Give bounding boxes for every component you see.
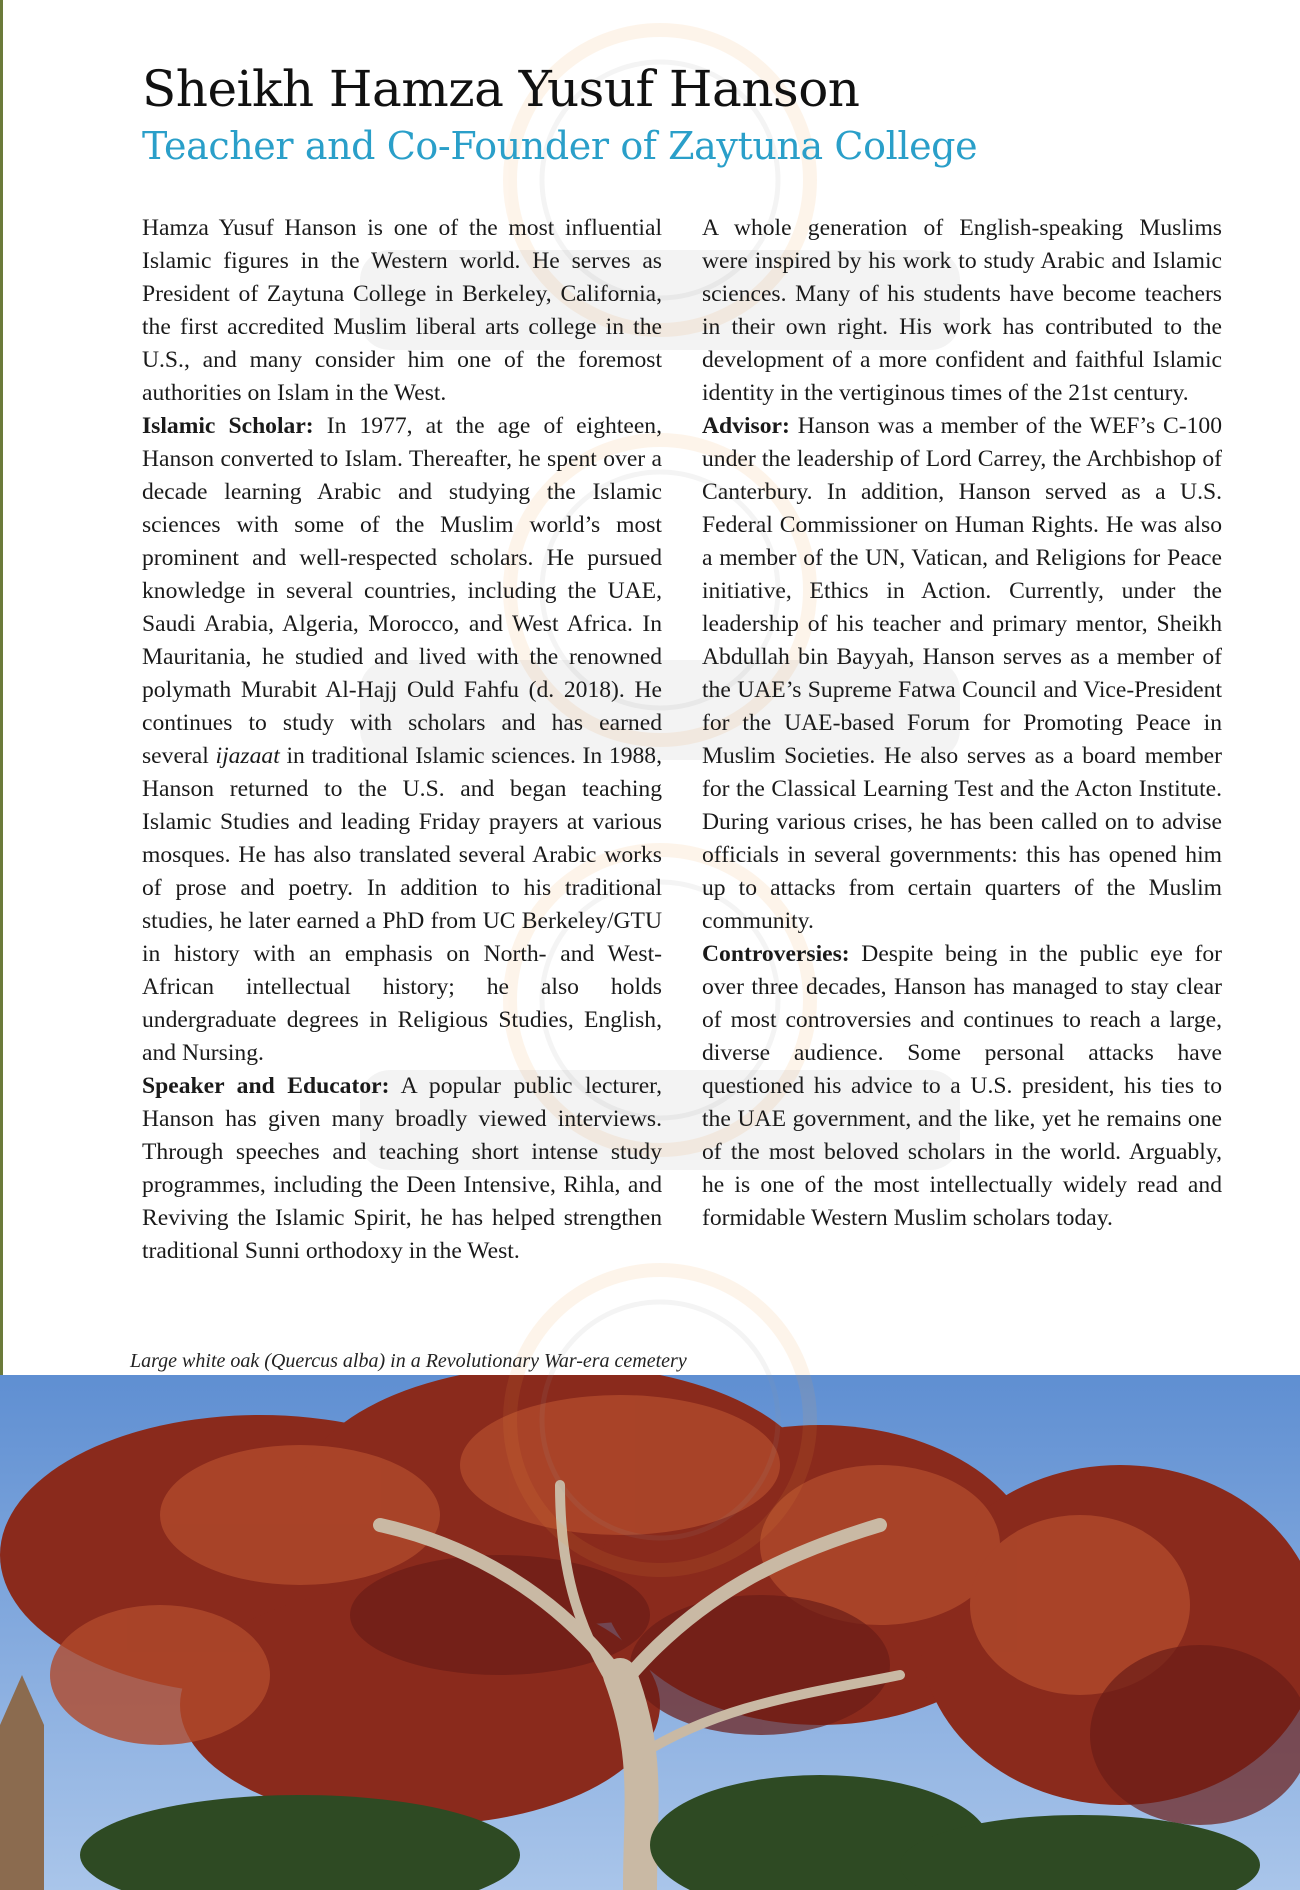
page-subtitle: Teacher and Co-Founder of Zaytuna College [142,124,978,168]
generation-paragraph: A whole generation of English-speaking Muslims were inspired by his work to study Arabic and Islamic sciences. Many of his students have become teachers in their own right. His work has contributed to the development of a more confident and faithful Islamic identity in the vertiginous times of the 21st century. [702,215,1222,406]
page-title: Sheikh Hamza Yusuf Hanson [142,60,860,118]
page-edge-stripe [0,0,3,1380]
scholar-text-1: In 1977, at the age of eighteen, Hanson converted to Islam. Thereafter, he spent over a decade learning Arabic and studying the Islamic sciences with some of the Muslim world’s most prominent and well-respected scholars. He pursued knowledge in several countries, including the UAE, Saudi Arabia, Algeria, Morocco, and West Africa. In Mauritania, he studied and lived with the renowned polymath Murabit Al-Hajj Ould Fahfu (d. 2018). He continues to study with scholars and has earned several [142,413,662,769]
controversies-text: Despite being in the public eye for over three decades, Hanson has managed to stay clear of most controversies and continues to reach a large, diverse audience. Some personal attacks have questioned his advice to a U.S. president, his ties to the UAE government, and the like, yet he remains one of the most beloved scholars in the world. Arguably, he is one of the most intellectually widely read and formidable Western Muslim scholars today. [702,941,1222,1231]
controversies-paragraph [702,938,1222,1235]
intro-paragraph: Hamza Yusuf Hanson is one of the most influential Islamic figures in the Western world. He serves as President of Zaytuna College in Berkeley, California, the first accredited Muslim liberal arts college in the U.S., and many consider him one of the foremost authorities on Islam in the West. [142,215,662,406]
speaker-paragraph [142,1070,662,1268]
oak-tree-photo [0,1375,1300,1890]
advisor-text: Hanson was a member of the WEF’s C-100 under the leadership of Lord Carrey, the Archbishop of Canterbury. In addition, Hanson served as a U.S. Federal Commissioner on Human Rights. He was also a member of the UN, Vatican, and Religions for Peace initiative, Ethics in Action. Currently, under the leadership of his teacher and primary mentor, Sheikh Abdullah bin Bayyah, Hanson serves as a member of the UAE’s Supreme Fatwa Council and Vice-President for the UAE-based Forum for Promoting Peace in Muslim Societies. He also serves as a board member for the Classical Learning Test and the Acton Institute. During various crises, he has been called on to advise officials in several governments: this has opened him up to attacks from certain quarters of the Muslim community. [702,413,1222,934]
column-right [702,212,1222,1235]
advisor-paragraph [702,410,1222,938]
scholar-text-2: in traditional Islamic sciences. In 1988, Hanson returned to the U.S. and began teaching Islamic Studies and leading Friday prayers at various mosques. He has also translated several Arabic works of prose and poetry. In addition to his traditional studies, he later earned a PhD from UC Berkeley/GTU in history with an emphasis on North- and West-African intellectual history; he also holds undergraduate degrees in Religious Studies, English, and Nursing. [142,743,662,1066]
scholar-paragraph [142,410,662,1070]
speaker-text: A popular public lecturer, Hanson has given many broadly viewed interviews. Through speeches and teaching short intense study programmes, including the Deen Intensive, Rihla, and Reviving the Islamic Spirit, he has helped strengthen traditional Sunni orthodoxy in the West. [142,1073,662,1264]
scholar-heading: Islamic Scholar: [142,413,314,439]
photo-caption: Large white oak (Quercus alba) in a Revolutionary War-era cemetery [130,1350,687,1372]
advisor-heading: Advisor: [702,413,790,439]
controversies-heading: Controversies: [702,941,850,967]
ijazaat-term: ijazaat [215,743,280,769]
speaker-heading: Speaker and Educator: [142,1073,390,1099]
column-left [142,212,662,1268]
